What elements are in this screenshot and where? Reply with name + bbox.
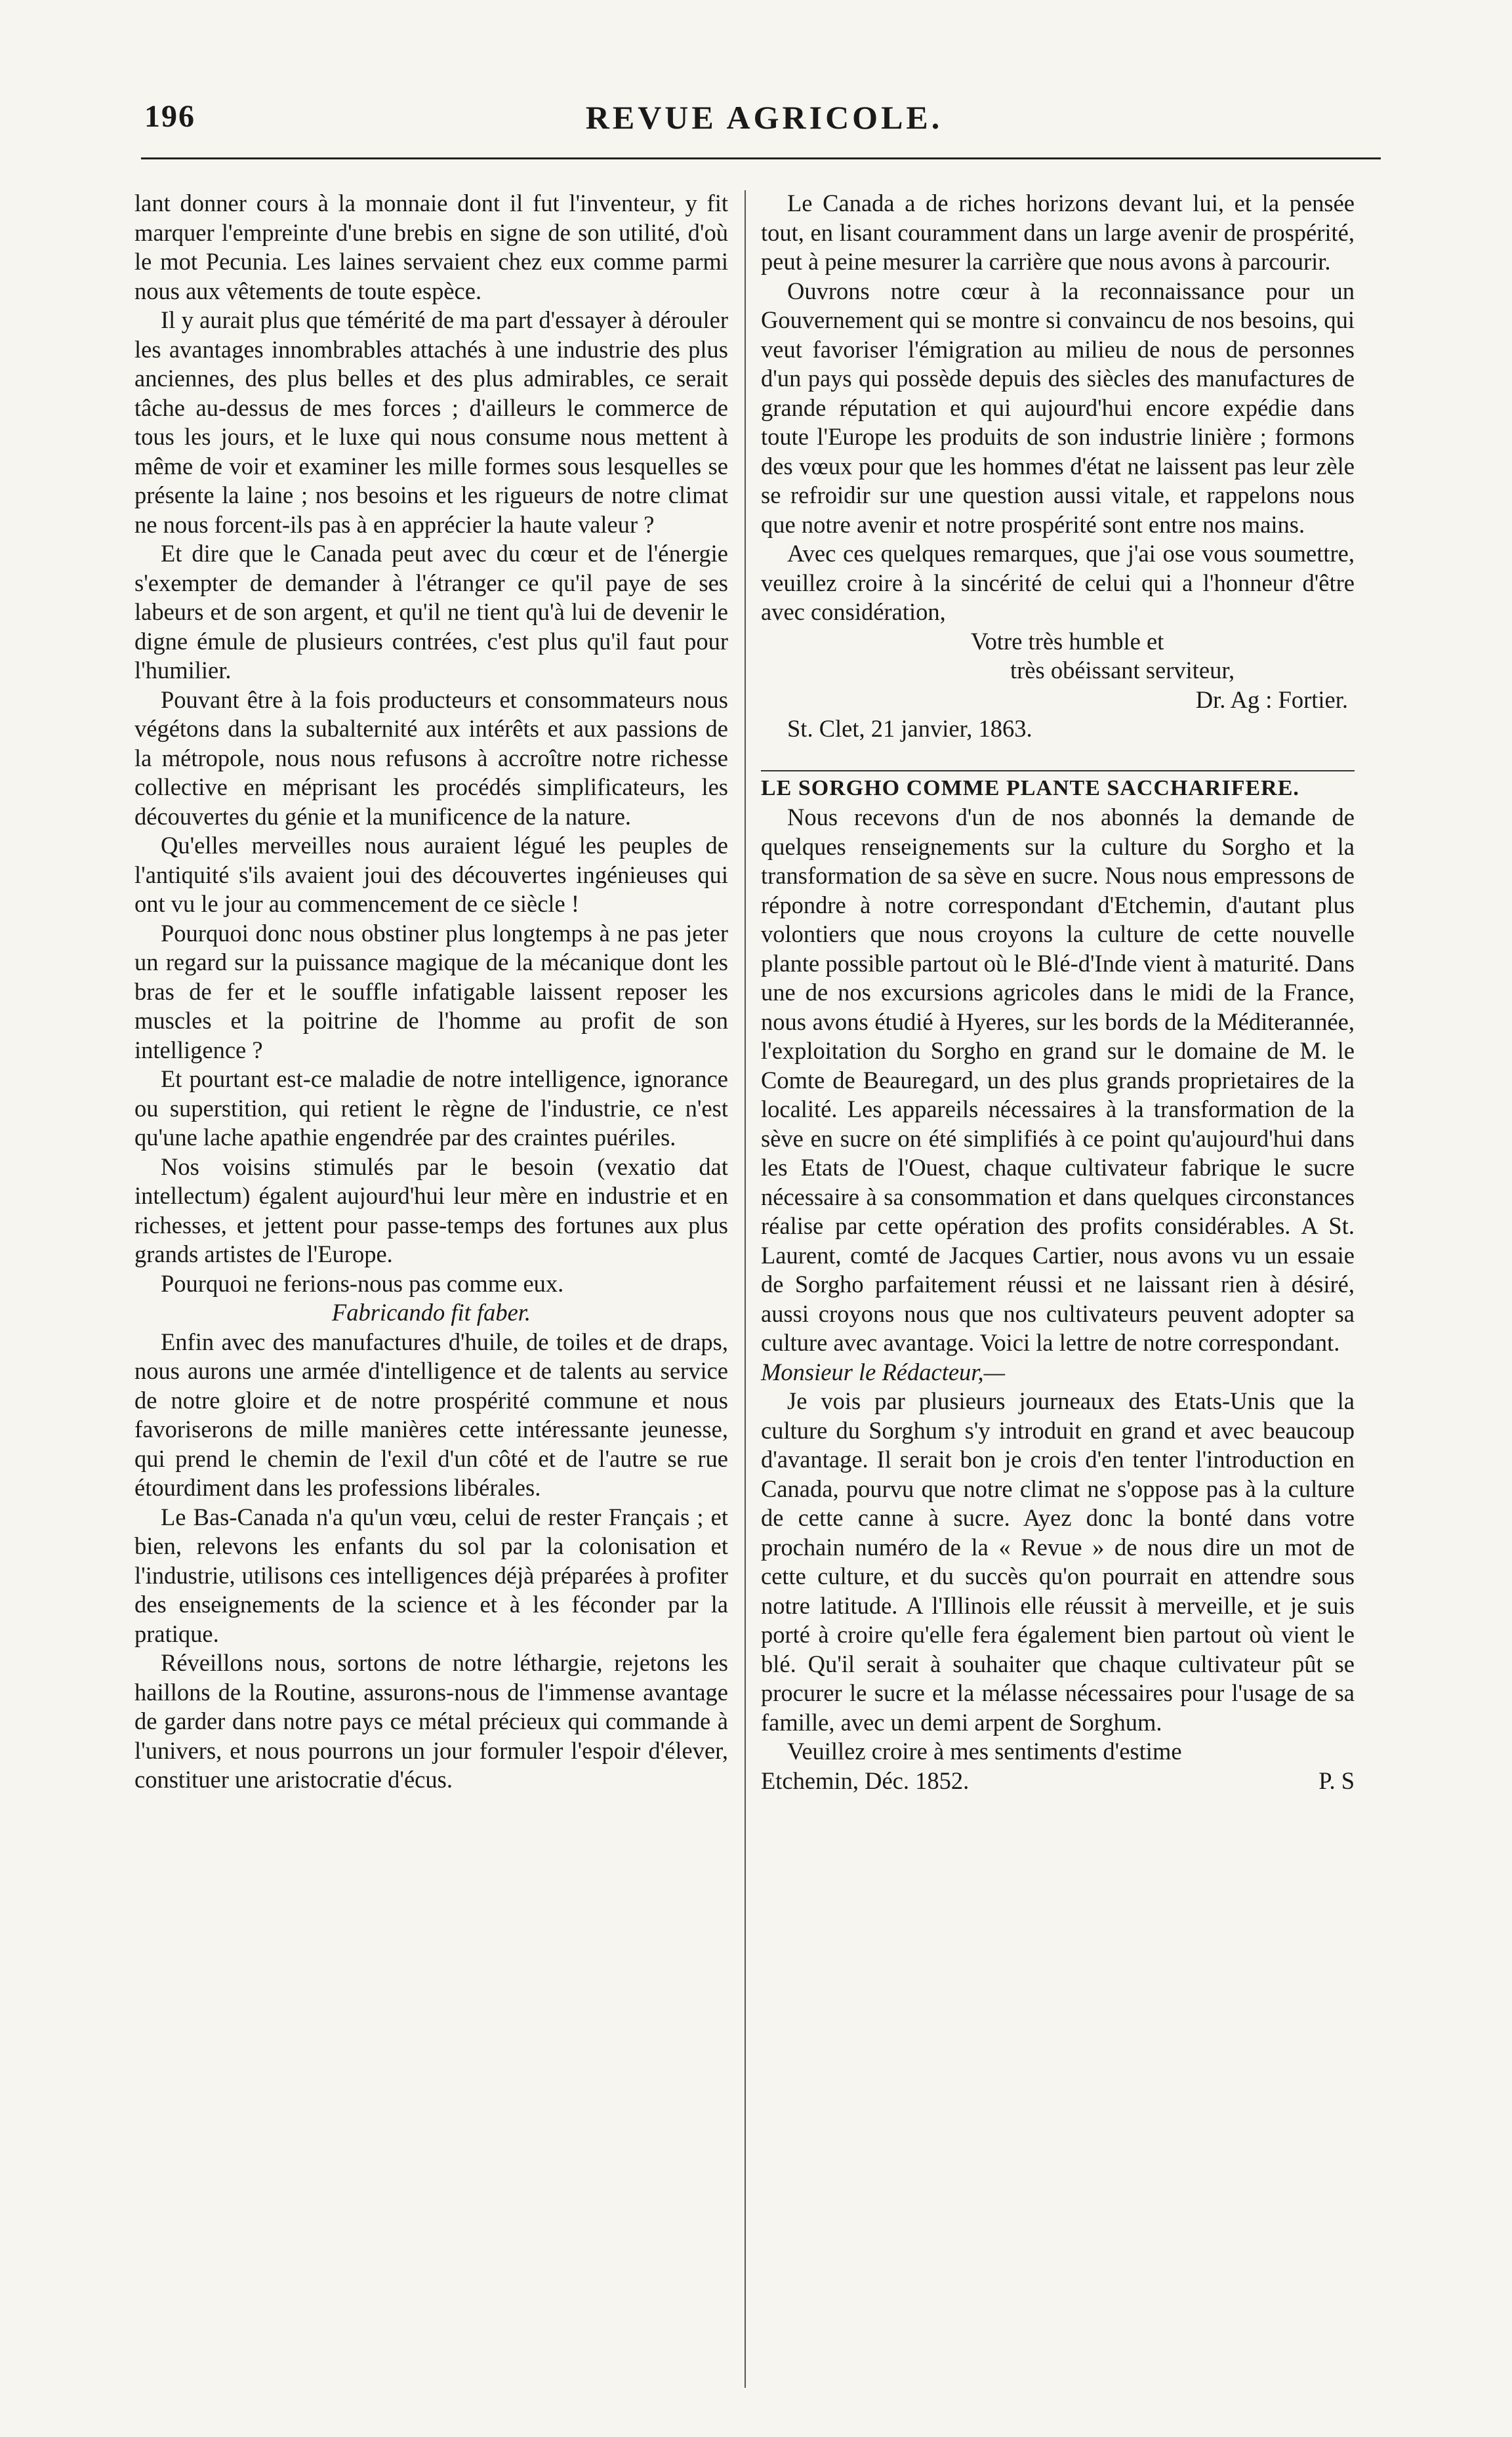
- header-rule: [141, 157, 1381, 159]
- paragraph: Pourquoi donc nous obstiner plus longtemps à ne pas jeter un regard sur la puissance magique de la mécanique dont les bras de fer et le souffle infatigable laissent reposer les muscles et la poitrine de l'homme au profit de son intelligence ?: [134, 919, 728, 1063]
- letter-initials: P. S: [1318, 1767, 1355, 1794]
- paragraph: Enfin avec des manufactures d'huile, de toiles et de draps, nous aurons une armée d'intelligence et de talents au service de notre gloire et de notre prospérité commune et nous favoriserons de mille manières cette intéressante jeunesse, qui prend le chemin de l'exil d'un côté et de l'autre se rue étourdiment dans les professions libérales.: [134, 1328, 728, 1501]
- paragraph: Avec ces quelques remarques, que j'ai ose vous soumettre, veuillez croire à la sincérité de celui qui a l'honneur d'être avec considération,: [761, 540, 1355, 625]
- dateline: St. Clet, 21 janvier, 1863.: [787, 715, 1032, 742]
- letter-footer: [761, 1767, 1355, 1796]
- paragraph: lant donner cours à la monnaie dont il fut l'inventeur, y fit marquer l'empreinte d'une brebis en signe de son utilité, d'où le mot Pecunia. Les laines servaient chez eux comme parmi nous aux vêtements de toute espèce.: [134, 190, 728, 304]
- paragraph: Et dire que le Canada peut avec du cœur et de l'énergie s'exempter de demander à l'étranger ce qu'il paye de ses labeurs et de son argent, et qu'il ne tient qu'à lui de devenir le digne émule de plusieurs contrées, c'est plus qu'il faut pour l'humilier.: [134, 540, 728, 684]
- paragraph: Pourquoi ne ferions-nous pas comme eux.: [161, 1269, 564, 1297]
- letter-salutation: Monsieur le Rédacteur,—: [761, 1358, 1006, 1385]
- paragraph: Le Bas-Canada n'a qu'un vœu, celui de rester Français ; et bien, relevons les enfants du sol par la colonisation et l'industrie, utilisons ces intelligences déjà préparées à profiter des enseignements de la science et à les féconder par la pratique.: [134, 1503, 728, 1647]
- paragraph: Réveillons nous, sortons de notre léthargie, rejetons les haillons de la Routine, assurons-nous de l'immense avantage de garder dans notre pays ce métal précieux qui commande à l'univers, et nous pourrons un jour formuler l'espoir d'élever, constituer une aristocratie d'écus.: [134, 1649, 728, 1793]
- paragraph: Le Canada a de riches horizons devant lui, et la pensée tout, en lisant couramment dans un large avenir de prospérité, peut à peine mesurer la carrière que nous avons à parcourir.: [761, 190, 1355, 275]
- column-divider: [745, 190, 746, 2388]
- running-title: REVUE AGRICOLE.: [585, 99, 943, 136]
- signature-name: Dr. Ag : Fortier.: [1195, 686, 1348, 713]
- paragraph: Et pourtant est-ce maladie de notre intelligence, ignorance ou superstition, qui retient le règne de l'industrie, ce n'est qu'une lache apathie engendrée par des craintes puériles.: [134, 1065, 728, 1151]
- paragraph: Nous recevons d'un de nos abonnés la demande de quelques renseignements sur la culture du Sorgho et la transformation de sa sève en sucre. Nous nous empressons de répondre à notre correspondant d'Etchemin, d'autant plus volontiers que nous croyons la culture de cette nouvelle plante possible partout où le Blé-d'Inde vient à maturité. Dans une de nos excursions agricoles dans le midi de la France, nous avons étudié à Hyeres, sur les bords de la Méditerannée, l'exploitation du Sorgho en grand sur le domaine de M. le Comte de Beauregard, un des plus grands proprietaires de la localité. Les appareils nécessaires à la transformation de la sève en sucre on été simplifiés à ce point qu'aujourd'hui dans les Etats de l'Ouest, chaque cultivateur fabrique le sucre nécessaire à sa consommation et dans quelques circonstances réalise par cette opération des profits considérables. A St. Laurent, comté de Jacques Cartier, nous avons vu un essaie de Sorgho parfaitement réussi et ne laissant rien à désiré, aussi croyons nous que nos cultivateurs peuvent adopter sa culture avec avantage. Voici la lettre de notre correspondant.: [761, 804, 1355, 1356]
- letter-paragraph: Je vois par plusieurs journeaux des Etats-Unis que la culture du Sorghum s'y introduit en grand et avec beaucoup d'avantage. Il serait bon je crois d'en tenter l'introduction en Canada, pourvu que notre climat ne s'oppose pas à la culture de cette canne à sucre. Ayez donc la bonté dans votre prochain numéro de la « Revue » de nous dire un mot de cette culture, et du succès qu'on pourrait en attendre sous notre latitude. A l'Illinois elle réussit à merveille, et je suis porté à croire qu'elle fera également bien partout où vient le blé. Qu'il serait à souhaiter que chaque cultivateur pût se procurer le sucre et la mélasse nécessaires pour l'usage de sa famille, avec un demi arpent de Sorghum.: [761, 1387, 1355, 1736]
- page-header: [131, 98, 1397, 151]
- signature-line: Votre très humble et: [971, 627, 1164, 655]
- right-column: [761, 189, 1355, 1795]
- letter-closing: Veuillez croire à mes sentiments d'estime: [787, 1738, 1182, 1765]
- paragraph: Nos voisins stimulés par le besoin (vexatio dat intellectum) égalent aujourd'hui leur mère en industrie et en richesses, et jettent pour passe-temps des fortunes aux plus grands artistes de l'Europe.: [134, 1153, 728, 1267]
- left-column: [134, 189, 728, 1795]
- section-title: LE SORGHO COMME PLANTE SACCHARIFERE.: [761, 770, 1355, 804]
- latin-maxim: Fabricando fit faber.: [331, 1299, 531, 1326]
- letter-place-date: Etchemin, Déc. 1852.: [761, 1767, 970, 1794]
- signature-line: très obéissant serviteur,: [1010, 657, 1235, 684]
- paragraph: Pouvant être à la fois producteurs et consommateurs nous végétons dans la subalternité aux intérêts et aux passions de la métropole, nous nous refusons à accroître notre richesse collective en méprisant les procédés simplificateurs, les découvertes du génie et la munificence de la nature.: [134, 686, 728, 830]
- page-number: 196: [144, 99, 195, 134]
- paragraph: Il y aurait plus que témérité de ma part d'essayer à dérouler les avantages innombrables attachés à une industrie des plus anciennes, des plus belles et des plus admirables, ce serait tâche au-dessus de mes forces ; d'ailleurs le commerce de tous les jours, et le luxe qui nous consume nous mettent à même de voir et examiner les mille formes sous lesquelles se présente la laine ; nos besoins et les rigueurs de notre climat ne nous forcent-ils pas à en apprécier la haute valeur ?: [134, 306, 728, 538]
- paragraph: Ouvrons notre cœur à la reconnaissance pour un Gouvernement qui se montre si convaincu de nos besoins, qui veut favoriser l'émigration au milieu de nous de personnes d'un pays qui possède depuis des siècles des manufactures de grande réputation et qui aujourd'hui encore expédie dans toute l'Europe les produits de son industrie linière ; formons des vœux pour que les hommes d'état ne laissent pas leur zèle se refroidir sur une question aussi vitale, et rappelons nous que notre avenir et notre prospérité sont entre nos mains.: [761, 277, 1355, 538]
- paragraph: Qu'elles merveilles nous auraient légué les peuples de l'antiquité s'ils avaient joui des découvertes ingénieuses qui ont vu le jour au commencement de ce siècle !: [134, 832, 728, 917]
